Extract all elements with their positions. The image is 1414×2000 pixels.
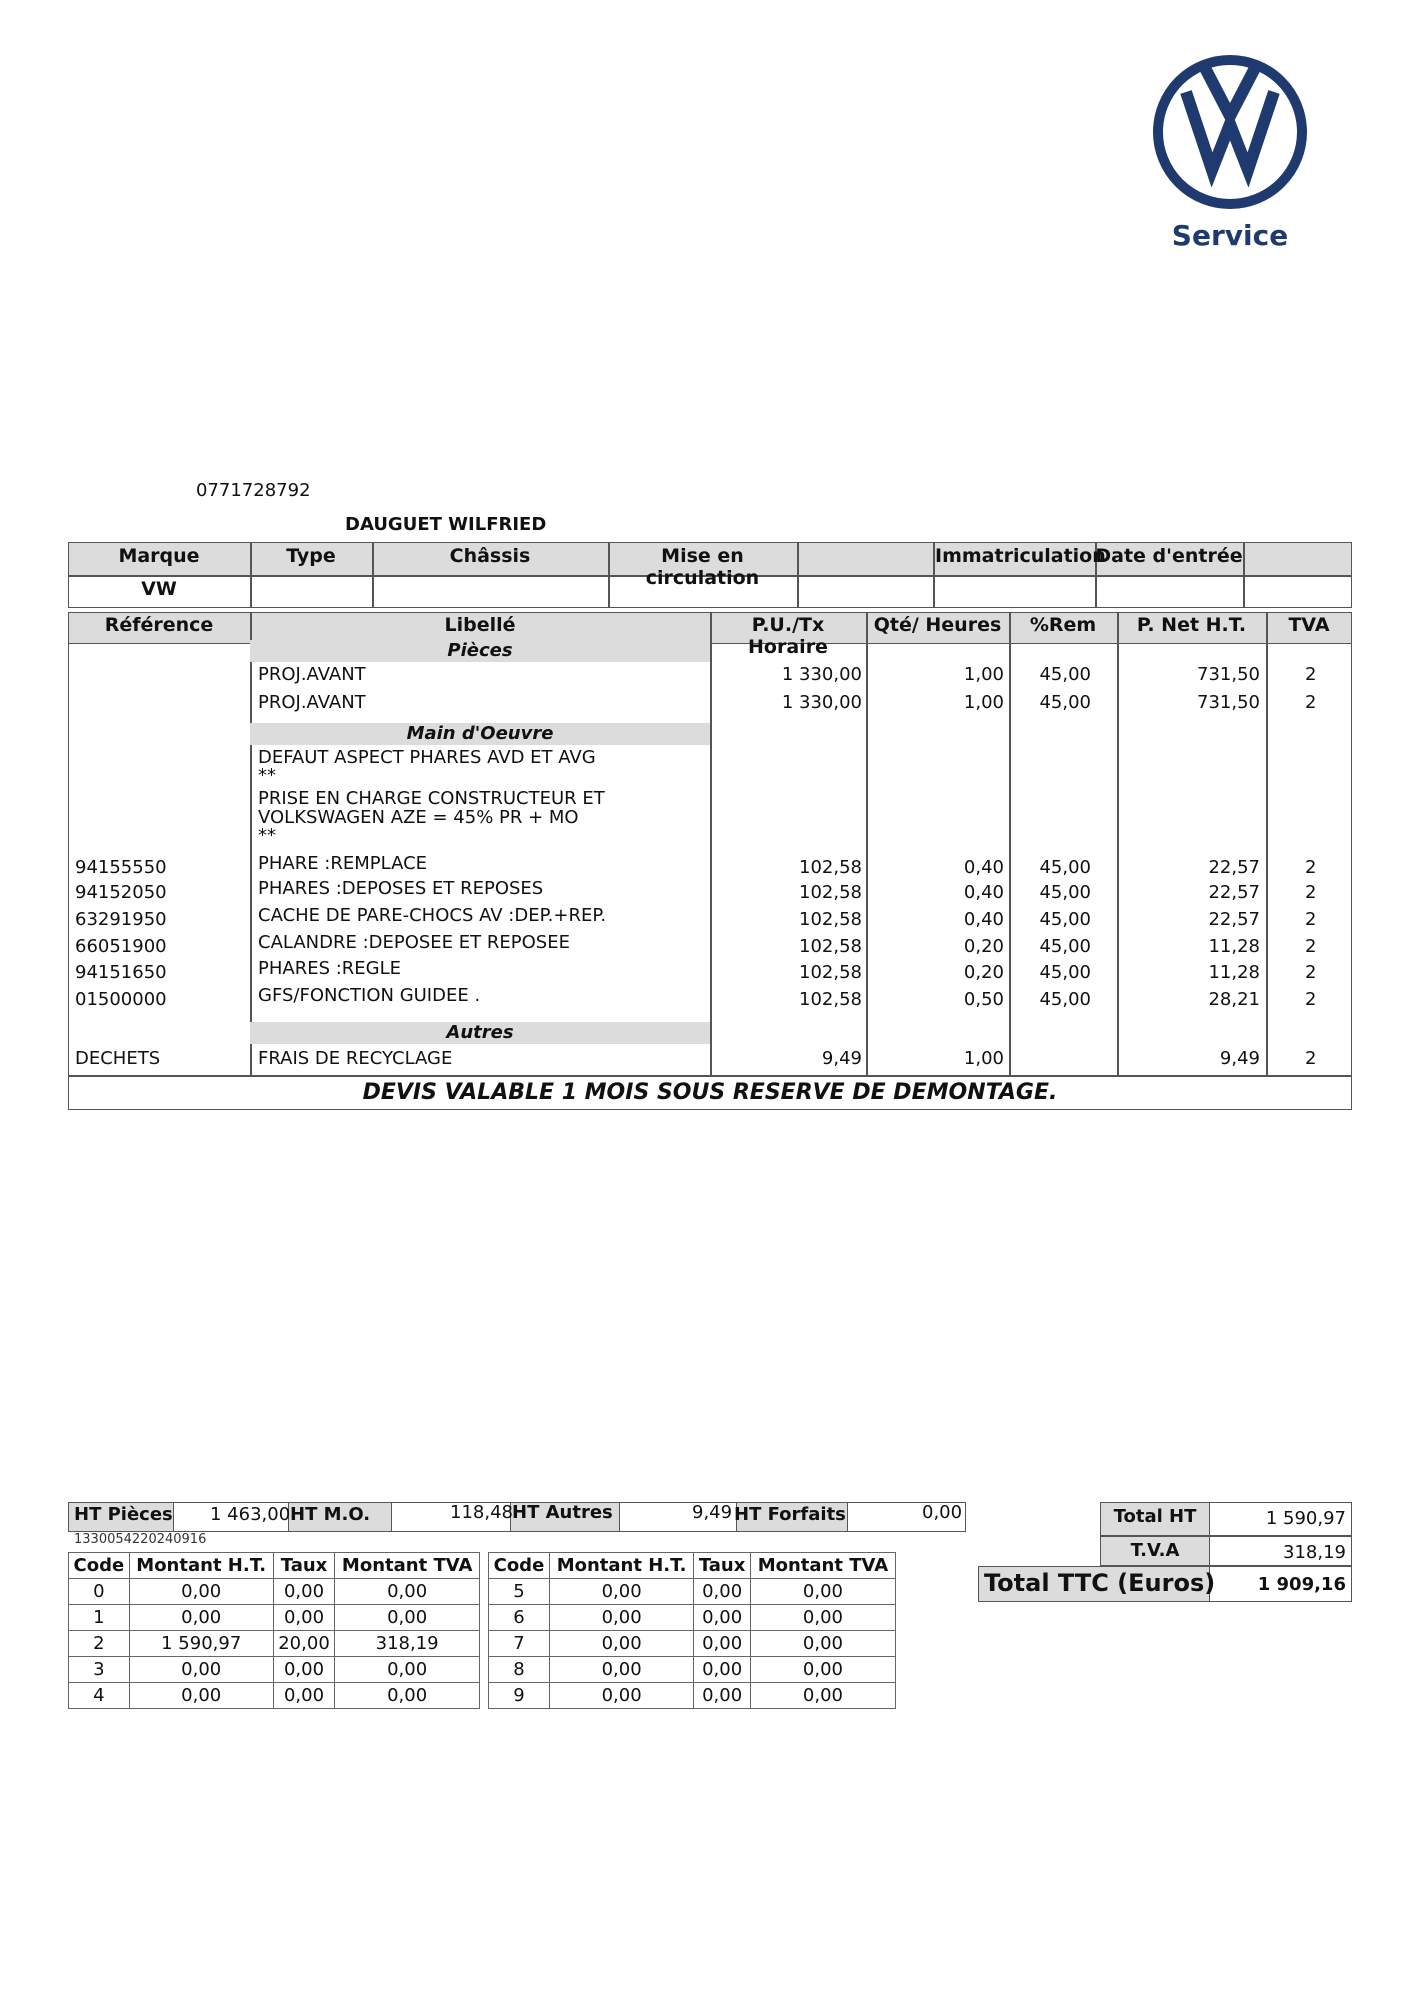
phone-number: 0771728792 [196, 480, 311, 501]
col-pu: P.U./Tx Horaire [748, 614, 828, 658]
table-cell: 0,00 [273, 1605, 335, 1631]
table-cell: 6 [489, 1605, 550, 1631]
row-cell: CACHE DE PARE-CHOCS AV :DEP.+REP. [258, 905, 607, 926]
table-cell: 0,00 [129, 1605, 273, 1631]
row-cell: 01500000 [75, 989, 167, 1010]
row-cell: 94152050 [75, 882, 167, 903]
vat-table-left [68, 1552, 480, 1709]
column-header: Code [489, 1553, 550, 1579]
note-line: DEFAUT ASPECT PHARES AVD ET AVG [258, 747, 596, 768]
col-net: P. Net H.T. [1136, 614, 1247, 636]
row-cell: 1,00 [963, 1048, 1004, 1069]
row-cell: 28,21 [1208, 989, 1260, 1010]
vehicle-header-type: Type [286, 545, 336, 567]
column-header: Montant TVA [750, 1553, 895, 1579]
total-ht-value: 1 590,97 [1265, 1508, 1346, 1529]
column-header: Taux [694, 1553, 751, 1579]
row-cell: 2 [1305, 664, 1317, 685]
row-cell: 22,57 [1208, 857, 1260, 878]
row-cell: 2 [1305, 1048, 1317, 1069]
table-row [0, 662, 1414, 688]
table-cell: 8 [489, 1657, 550, 1683]
table-cell: 0,00 [335, 1605, 480, 1631]
vehicle-header-date-entree: Date d'entrée [1095, 545, 1243, 567]
vehicle-header-circulation: Mise en circulation [645, 545, 760, 589]
table-cell: 0,00 [694, 1579, 751, 1605]
table-cell: 0,00 [750, 1631, 895, 1657]
note-line: VOLKSWAGEN AZE = 45% PR + MO [258, 807, 579, 828]
total-ttc-label: Total TTC (Euros) [984, 1569, 1216, 1597]
tva-label: T.V.A [1130, 1540, 1180, 1561]
row-cell: PROJ.AVANT [258, 692, 366, 713]
table-cell: 0,00 [549, 1657, 693, 1683]
row-cell: 0,20 [963, 936, 1004, 957]
row-cell: 1 330,00 [781, 664, 862, 685]
section-pieces: Pièces [250, 640, 710, 662]
vehicle-header-marque: Marque [118, 545, 200, 567]
row-cell: 1 330,00 [781, 692, 862, 713]
table-cell: 0,00 [694, 1657, 751, 1683]
column-header: Code [69, 1553, 130, 1579]
table-cell: 5 [489, 1579, 550, 1605]
vw-logo-icon [1150, 52, 1310, 212]
column-header: Taux [273, 1553, 335, 1579]
row-cell: 45,00 [1039, 936, 1091, 957]
table-cell: 1 590,97 [129, 1631, 273, 1657]
section-main-oeuvre: Main d'Oeuvre [250, 723, 710, 745]
row-cell: CALANDRE :DEPOSEE ET REPOSEE [258, 932, 570, 953]
col-reference: Référence [104, 614, 214, 636]
table-row [69, 1579, 480, 1605]
table-row [0, 880, 1414, 906]
table-cell: 318,19 [335, 1631, 480, 1657]
row-cell: 102,58 [799, 936, 862, 957]
col-qty: Qté/ Heures [873, 614, 1002, 636]
row-cell: 9,49 [821, 1048, 862, 1069]
col-tva: TVA [1288, 614, 1330, 636]
table-cell: 0,00 [750, 1657, 895, 1683]
table-row [0, 855, 1414, 881]
tva-value: 318,19 [1283, 1542, 1346, 1563]
row-cell: 0,20 [963, 962, 1004, 983]
col-rem: %Rem [1029, 614, 1097, 636]
ht-autres-label: HT Autres [512, 1502, 613, 1523]
table-cell: 1 [69, 1605, 130, 1631]
row-cell: 731,50 [1197, 692, 1260, 713]
table-cell: 0,00 [129, 1657, 273, 1683]
table-cell: 0,00 [273, 1657, 335, 1683]
row-cell: 2 [1305, 692, 1317, 713]
row-cell: 45,00 [1039, 909, 1091, 930]
table-cell: 0,00 [335, 1579, 480, 1605]
vw-logo [1150, 52, 1310, 252]
table-cell: 9 [489, 1683, 550, 1709]
table-cell: 0,00 [549, 1683, 693, 1709]
table-cell: 0,00 [694, 1605, 751, 1631]
table-row [489, 1657, 896, 1683]
ht-mo-label: HT M.O. [290, 1504, 371, 1525]
row-cell: 2 [1305, 909, 1317, 930]
row-cell: 94155550 [75, 857, 167, 878]
vehicle-marque-value: VW [141, 578, 177, 600]
document-number: 1330054220240916 [74, 1532, 207, 1547]
ht-mo-value: 118,48 [450, 1502, 513, 1523]
table-cell: 0,00 [694, 1631, 751, 1657]
row-cell: 11,28 [1208, 962, 1260, 983]
note-line: ** [258, 825, 276, 846]
table-cell: 3 [69, 1657, 130, 1683]
note-line: PRISE EN CHARGE CONSTRUCTEUR ET [258, 788, 605, 809]
row-cell: 45,00 [1039, 882, 1091, 903]
row-cell: 94151650 [75, 962, 167, 983]
vat-table-right [488, 1552, 896, 1709]
row-cell: 2 [1305, 857, 1317, 878]
table-cell: 0,00 [750, 1605, 895, 1631]
row-cell: PROJ.AVANT [258, 664, 366, 685]
table-cell: 0,00 [273, 1683, 335, 1709]
table-cell: 0,00 [694, 1683, 751, 1709]
table-cell: 0,00 [549, 1631, 693, 1657]
table-row [0, 960, 1414, 986]
vehicle-header-immatriculation: Immatriculation [935, 545, 1106, 567]
row-cell: 102,58 [799, 962, 862, 983]
table-cell: 0,00 [273, 1579, 335, 1605]
vehicle-header-chassis: Châssis [449, 545, 531, 567]
row-cell: 0,50 [963, 989, 1004, 1010]
row-cell: 2 [1305, 962, 1317, 983]
table-cell: 0,00 [549, 1579, 693, 1605]
row-cell: PHARES :REGLE [258, 958, 402, 979]
table-cell: 0 [69, 1579, 130, 1605]
ht-pieces-label: HT Pièces [74, 1504, 173, 1525]
ht-autres-value: 9,49 [692, 1502, 733, 1523]
row-cell: 2 [1305, 936, 1317, 957]
row-cell: 0,40 [963, 909, 1004, 930]
column-header: Montant H.T. [129, 1553, 273, 1579]
table-row [0, 690, 1414, 716]
ht-forfaits-label: HT Forfaits [734, 1504, 846, 1525]
row-cell: 1,00 [963, 692, 1004, 713]
row-cell: 45,00 [1039, 989, 1091, 1010]
table-cell: 7 [489, 1631, 550, 1657]
total-ttc-value: 1 909,16 [1257, 1574, 1346, 1595]
row-cell: 66051900 [75, 936, 167, 957]
row-cell: PHARES :DEPOSES ET REPOSES [258, 878, 544, 899]
row-cell: PHARE :REMPLACE [258, 853, 428, 874]
row-cell: 731,50 [1197, 664, 1260, 685]
row-cell: 45,00 [1039, 664, 1091, 685]
row-cell: 2 [1305, 989, 1317, 1010]
table-row [489, 1631, 896, 1657]
row-cell: GFS/FONCTION GUIDEE . [258, 985, 481, 1006]
table-row [0, 1046, 1414, 1072]
table-row [489, 1579, 896, 1605]
row-cell: 102,58 [799, 882, 862, 903]
row-cell: 9,49 [1219, 1048, 1260, 1069]
ht-pieces-value: 1 463,00 [210, 1504, 291, 1525]
table-cell: 4 [69, 1683, 130, 1709]
table-cell: 0,00 [335, 1657, 480, 1683]
row-cell: 102,58 [799, 989, 862, 1010]
row-cell: 22,57 [1208, 909, 1260, 930]
table-row [69, 1631, 480, 1657]
ht-forfaits-value: 0,00 [922, 1502, 963, 1523]
table-row [69, 1683, 480, 1709]
row-cell: 45,00 [1039, 692, 1091, 713]
row-cell: FRAIS DE RECYCLAGE [258, 1048, 453, 1069]
table-cell: 20,00 [273, 1631, 335, 1657]
table-cell: 0,00 [750, 1579, 895, 1605]
row-cell: 45,00 [1039, 962, 1091, 983]
row-cell: 1,00 [963, 664, 1004, 685]
row-cell: DECHETS [75, 1048, 161, 1069]
row-cell: 11,28 [1208, 936, 1260, 957]
row-cell: 45,00 [1039, 857, 1091, 878]
table-row [0, 907, 1414, 933]
table-row [0, 987, 1414, 1013]
table-row [69, 1657, 480, 1683]
table-row [69, 1605, 480, 1631]
total-ht-label: Total HT [1113, 1506, 1197, 1527]
table-cell: 2 [69, 1631, 130, 1657]
note-line: ** [258, 765, 276, 786]
table-cell: 0,00 [129, 1683, 273, 1709]
table-row [489, 1683, 896, 1709]
customer-name: DAUGUET WILFRIED [345, 514, 547, 535]
table-cell: 0,00 [549, 1605, 693, 1631]
row-cell: 102,58 [799, 909, 862, 930]
section-autres: Autres [250, 1022, 710, 1044]
column-header: Montant TVA [335, 1553, 480, 1579]
table-row [489, 1605, 896, 1631]
row-cell: 22,57 [1208, 882, 1260, 903]
logo-caption: Service [1171, 219, 1289, 252]
table-cell: 0,00 [335, 1683, 480, 1709]
row-cell: 2 [1305, 882, 1317, 903]
table-cell: 0,00 [129, 1579, 273, 1605]
row-cell: 0,40 [963, 857, 1004, 878]
column-header: Montant H.T. [549, 1553, 693, 1579]
row-cell: 0,40 [963, 882, 1004, 903]
col-libelle: Libellé [444, 614, 516, 636]
table-row [0, 934, 1414, 960]
validity-note: DEVIS VALABLE 1 MOIS SOUS RESERVE DE DEMONTAGE. [362, 1080, 1058, 1105]
row-cell: 63291950 [75, 909, 167, 930]
table-cell: 0,00 [750, 1683, 895, 1709]
row-cell: 102,58 [799, 857, 862, 878]
